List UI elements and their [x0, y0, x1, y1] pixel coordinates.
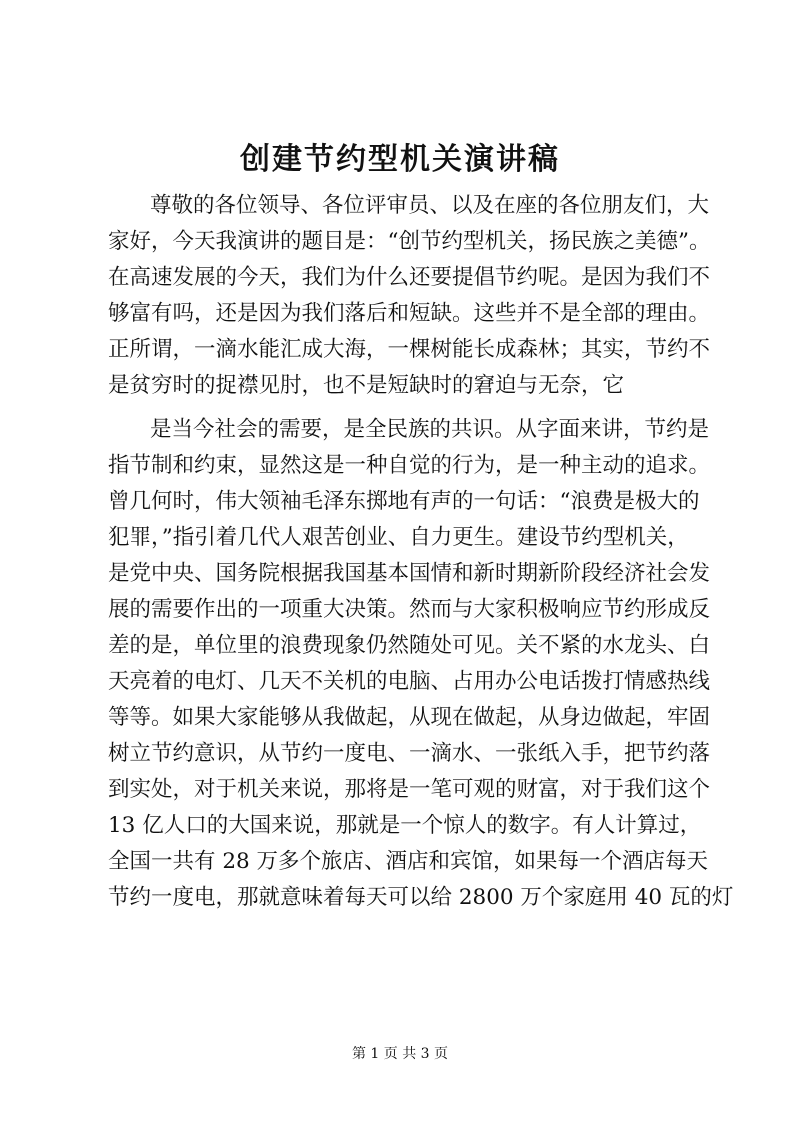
paragraph-2-line-12: 13 亿人口的大国来说，那就是一个惊人的数字。有人计算过，: [108, 813, 702, 838]
paragraph-2-line-5: 是党中央、国务院根据我国基本国情和新时期新阶段经济社会发: [108, 561, 711, 586]
paragraph-2-line-14: 节约一度电，那就意味着每天可以给 2800 万个家庭用 40 瓦的灯: [108, 885, 734, 910]
paragraph-1-line-6: 是贫穷时的捉襟见肘，也不是短缺时的窘迫与无奈，它: [108, 373, 625, 398]
paragraph-1-line-3: 在高速发展的今天，我们为什么还要提倡节约呢。是因为我们不: [108, 265, 711, 290]
paragraph-1-line-2: 家好，今天我演讲的题目是：“创节约型机关，扬民族之美德”。: [108, 229, 711, 254]
paragraph-1-line-5: 正所谓，一滴水能汇成大海，一棵树能长成森林；其实，节约不: [108, 337, 711, 362]
paragraph-2-line-8: 天亮着的电灯、几天不关机的电脑、占用办公电话拨打情感热线: [108, 669, 711, 694]
paragraph-2-line-3: 曾几何时，伟大领袖毛泽东掷地有声的一句话：“浪费是极大的: [108, 489, 700, 514]
paragraph-2-line-4: 犯罪，”指引着几代人艰苦创业、自力更生。建设节约型机关，: [108, 525, 689, 550]
document-title: 创建节约型机关演讲稿: [240, 142, 560, 177]
page-number-footer: 第 1 页 共 3 页: [351, 1046, 449, 1062]
paragraph-2-line-10: 树立节约意识，从节约一度电、一滴水、一张纸入手，把节约落: [108, 741, 711, 766]
paragraph-2-line-1: 是当今社会的需要，是全民族的共识。从字面来讲，节约是: [150, 417, 710, 442]
paragraph-2-line-11: 到实处，对于机关来说，那将是一笔可观的财富，对于我们这个: [108, 777, 711, 802]
paragraph-2-line-9: 等等。如果大家能够从我做起，从现在做起，从身边做起，牢固: [108, 705, 711, 730]
paragraph-2-line-7: 差的是，单位里的浪费现象仍然随处可见。关不紧的水龙头、白: [108, 633, 711, 658]
paragraph-2-line-2: 指节制和约束，显然这是一种自觉的行为，是一种主动的追求。: [108, 453, 711, 478]
paragraph-1-line-4: 够富有吗，还是因为我们落后和短缺。这些并不是全部的理由。: [108, 301, 711, 326]
paragraph-gap: [108, 404, 708, 412]
paragraph-2-line-13: 全国一共有 28 万多个旅店、酒店和宾馆，如果每一个酒店每天: [108, 849, 709, 874]
paragraph-1-line-1: 尊敬的各位领导、各位评审员、以及在座的各位朋友们，大: [150, 193, 710, 218]
document-body: [108, 188, 734, 916]
paragraph-2-line-6: 展的需要作出的一项重大决策。然而与大家积极响应节约形成反: [108, 597, 711, 622]
